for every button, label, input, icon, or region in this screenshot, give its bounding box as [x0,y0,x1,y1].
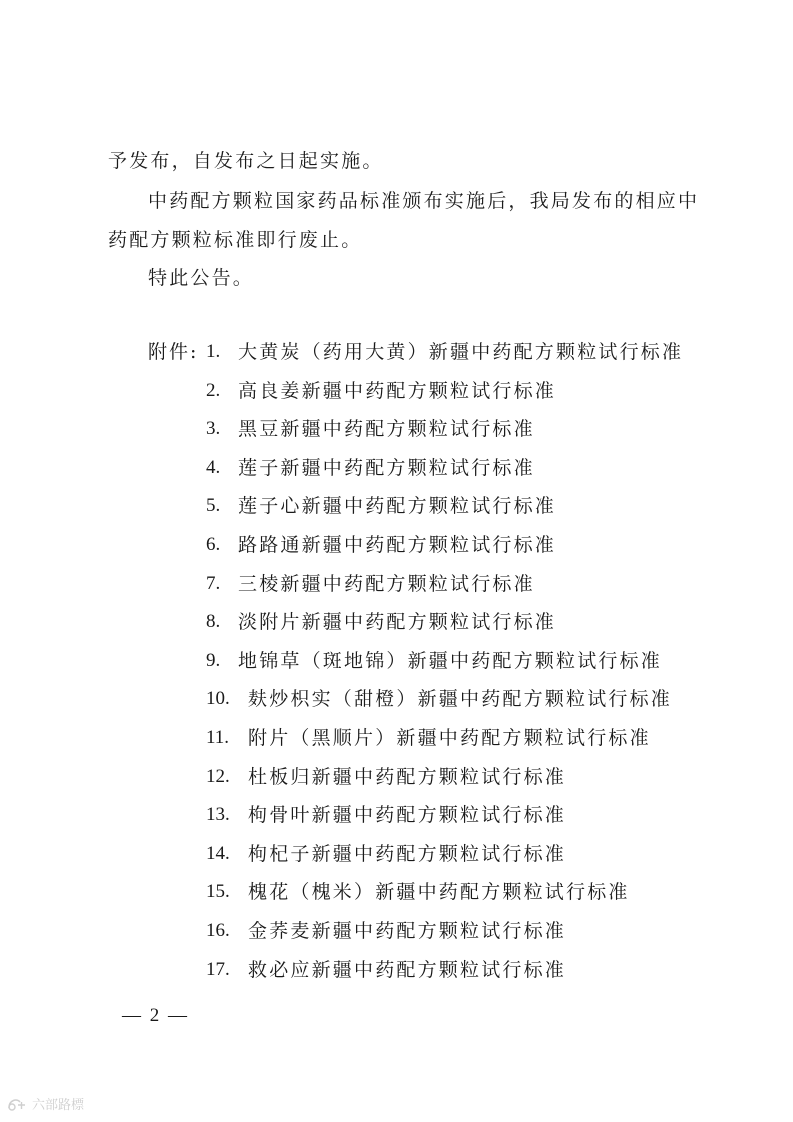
watermark-text: 六部路標 [32,1098,85,1113]
attachment-title: 莲子新疆中药配方颗粒试行标准 [238,456,535,479]
attachment-number: 3. [206,418,221,440]
attachment-number: 11. [206,727,230,748]
attachment-title: 地锦草（斑地锦）新疆中药配方颗粒试行标准 [238,649,663,672]
attachment-number: 5. [206,495,221,517]
attachment-title: 三棱新疆中药配方颗粒试行标准 [238,572,535,595]
attachment-number: 13. [206,804,230,826]
attachment-number: 16. [206,920,230,941]
body-paragraph-2: 中药配方颗粒国家药品标准颁布实施后，我局发布的相应中 [148,190,700,212]
attachment-title: 附片（黑顺片）新疆中药配方颗粒试行标准 [248,727,651,749]
attachment-number: 7. [206,572,221,594]
watermark-logo-icon [6,1096,28,1112]
attachment-title: 枸骨叶新疆中药配方颗粒试行标准 [248,804,567,827]
attachment-number: 15. [206,881,230,903]
attachment-title: 淡附片新疆中药配方颗粒试行标准 [238,611,557,634]
page-number: — 2 — [122,1005,189,1026]
attachment-title: 路路通新疆中药配方颗粒试行标准 [238,534,557,556]
attachment-number: 8. [206,611,221,633]
body-paragraph-1: 予发布，自发布之日起实施。 [108,150,384,172]
attachment-title: 麸炒枳实（甜橙）新疆中药配方颗粒试行标准 [248,688,673,711]
attachment-title: 杜板归新疆中药配方颗粒试行标准 [248,765,567,788]
attachments-label: 附件: [148,341,199,363]
body-paragraph-3: 药配方颗粒标准即行废止。 [108,229,363,251]
attachment-title: 高良姜新疆中药配方颗粒试行标准 [238,379,557,402]
attachment-number: 10. [206,688,230,710]
attachment-number: 12. [206,765,230,787]
attachment-number: 17. [206,958,230,980]
attachment-title: 大黄炭（药用大黄）新疆中药配方颗粒试行标准 [238,341,684,363]
attachment-title: 黑豆新疆中药配方颗粒试行标准 [238,418,535,441]
attachment-title: 枸杞子新疆中药配方颗粒试行标准 [248,842,567,865]
watermark [6,1094,84,1113]
attachment-title: 救必应新疆中药配方颗粒试行标准 [248,958,567,981]
attachment-number: 6. [206,534,221,555]
attachment-number: 4. [206,456,221,478]
attachment-number: 2. [206,379,221,401]
attachment-title: 槐花（槐米）新疆中药配方颗粒试行标准 [248,881,630,904]
attachment-number: 9. [206,649,221,671]
attachment-number: 14. [206,842,230,864]
attachment-title: 金荞麦新疆中药配方颗粒试行标准 [248,920,567,942]
attachment-number: 1. [206,341,221,362]
attachment-title: 莲子心新疆中药配方颗粒试行标准 [238,495,557,518]
closing-statement: 特此公告。 [148,267,255,289]
